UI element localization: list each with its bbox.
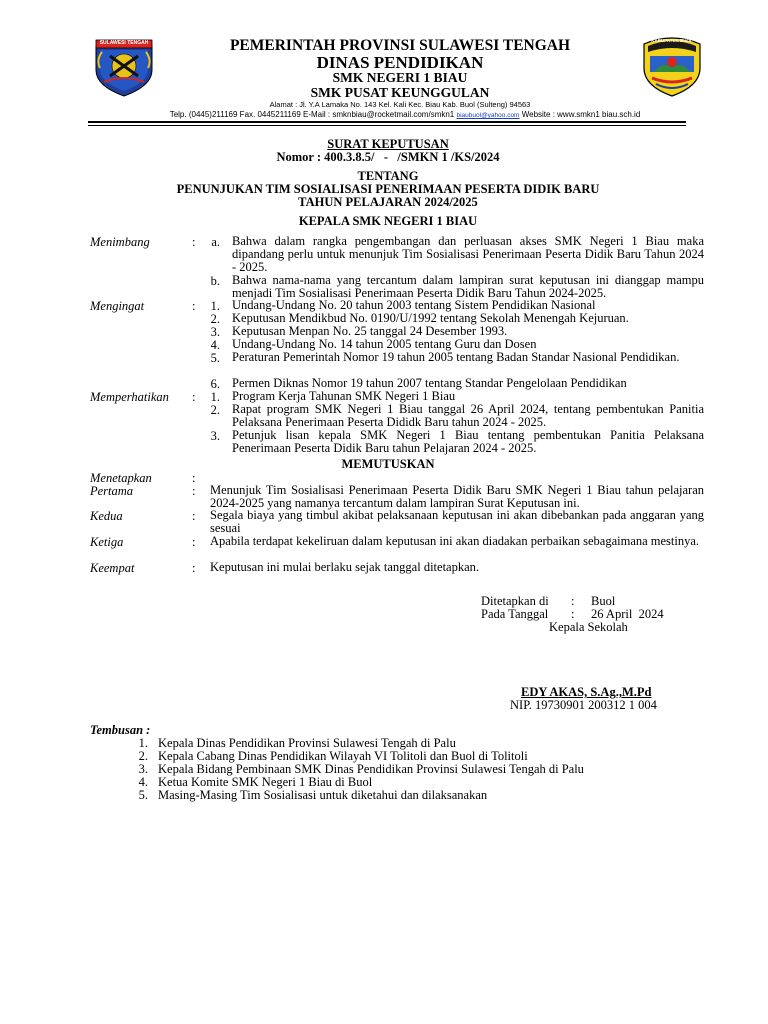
keempat-text: Keputusan ini mulai berlaku sejak tanggal ditetapkan. — [210, 560, 480, 574]
keempat-colon: : — [192, 561, 196, 575]
tembusan-item-1-text: Kepala Dinas Pendidikan Provinsi Sulawesi Tengah di Palu — [158, 736, 456, 750]
menimbang-item-b-marker: b. — [210, 274, 220, 288]
tembusan-item-2-text: Kepala Cabang Dinas Pendidikan Wilayah VI Tolitoli dan Buol di Tolitoli — [158, 749, 528, 763]
keempat-label: Keempat — [90, 561, 135, 575]
place-label: Ditetapkan di — [481, 594, 549, 608]
tembusan-item-3-marker: 3. — [138, 762, 148, 776]
school-contact — [90, 110, 720, 119]
menimbang-label: Menimbang — [90, 235, 150, 249]
tembusan-label: Tembusan : — [90, 723, 151, 737]
ketiga-text: Apabila terdapat kekeliruan dalam keputusan ini akan diadakan perbaikan sebagaimana mestinya. — [210, 534, 700, 548]
subject-line-1: PENUNJUKAN TIM SOSIALISASI PENERIMAAN PESERTA DIDIK BARU — [176, 182, 600, 196]
subject-line-2: TAHUN PELAJARAN 2024/2025 — [298, 195, 478, 209]
memperhatikan-item-3-text: Petunjuk lisan kepala SMK Negeri 1 Biau tentang pembentukan Panitia Pelaksana Penerimaan Peserta Didik Baru tahun Pelajaran 2024 - 2025. — [232, 428, 704, 455]
contact-email-link[interactable]: biaubuol@yahoo.com — [456, 112, 520, 119]
ketiga-colon: : — [192, 535, 196, 549]
tembusan-item-4-marker: 4. — [138, 775, 148, 789]
place-colon: : — [571, 594, 575, 608]
mengingat-item-3-text: Keputusan Menpan No. 25 tanggal 24 Desember 1993. — [232, 324, 508, 338]
department-name: DINAS PENDIDIKAN — [316, 53, 484, 72]
date-colon: : — [571, 607, 575, 621]
mengingat-item-5-marker: 5. — [210, 351, 220, 365]
tentang-heading: TENTANG — [357, 169, 419, 183]
issuing-authority: KEPALA SMK NEGERI 1 BIAU — [298, 214, 478, 228]
contact-website: Website : www.smkn1 biau.sch.id — [521, 110, 641, 119]
mengingat-item-1-marker: 1. — [210, 299, 220, 313]
school-name: SMK NEGERI 1 BIAU — [332, 70, 468, 85]
date-label: Pada Tanggal — [481, 607, 549, 621]
menimbang-item-b-text: Bahwa nama-nama yang tercantum dalam lampiran surat keputusan ini dianggap mampu menjadi Tim Sosialisasi Penerimaan Peserta Didik Baru Tahun 2024-2025. — [232, 273, 704, 300]
mengingat-item-5-text: Peraturan Pemerintah Nomor 19 tahun 2005 tentang Badan Standar Nasional Pendidikan. — [232, 350, 680, 364]
mengingat-item-4-marker: 4. — [210, 338, 220, 352]
menetapkan-label: Menetapkan — [90, 471, 152, 485]
government-name: PEMERINTAH PROVINSI SULAWESI TENGAH — [229, 37, 571, 54]
signer-name: EDY AKAS, S.Ag.,M.Pd — [521, 685, 652, 699]
memperhatikan-colon: : — [192, 390, 196, 404]
school-subtitle: SMK PUSAT KEUNGGULAN — [310, 85, 490, 100]
date-value: 26 April 2024 — [591, 607, 664, 621]
memperhatikan-item-2-text: Rapat program SMK Negeri 1 Biau tanggal 26 April 2024, tentang pembentukan Panitia Pelaksana Penerimaan Peserta Dididk Baru tahun 2024 - 2025. — [232, 402, 704, 429]
document-heading: SURAT KEPUTUSAN — [327, 137, 449, 151]
menimbang-colon: : — [192, 235, 196, 249]
left-logo-ribbon-text: SULAWESI TENGAH — [99, 40, 149, 46]
mengingat-item-2-marker: 2. — [210, 312, 220, 326]
mengingat-item-2-text: Keputusan Mendikbud No. 0190/U/1992 tentang Sekolah Menengah Kejuruan. — [232, 311, 629, 325]
document-number: Nomor : 400.3.8.5/ - /SMKN 1 /KS/2024 — [276, 150, 500, 164]
mengingat-colon: : — [192, 299, 196, 313]
letterhead-divider-thin — [88, 125, 686, 126]
tembusan-item-3-text: Kepala Bidang Pembinaan SMK Dinas Pendidikan Provinsi Sulawesi Tengah di Palu — [158, 762, 584, 776]
pertama-label: Pertama — [90, 484, 134, 498]
menimbang-item-a-marker: a. — [211, 235, 220, 249]
ketiga-label: Ketiga — [90, 535, 124, 549]
mengingat-item-6-text: Permen Diknas Nomor 19 tahun 2007 tentang Standar Pengelolaan Pendidikan — [232, 376, 627, 390]
menimbang-item-a-text: Bahwa dalam rangka pengembangan dan perluasan akses SMK Negeri 1 Biau maka dipandang perlu untuk menunjuk Tim Sosialisasi Penerimaan Peserta Didik Baru Tahun 2024 - 2025. — [232, 234, 704, 274]
mengingat-label: Mengingat — [90, 299, 145, 313]
place-value: Buol — [591, 594, 616, 608]
kedua-label: Kedua — [90, 509, 123, 523]
mengingat-item-1-text: Undang-Undang No. 20 tahun 2003 tentang Sistem Pendidikan Nasional — [232, 298, 596, 312]
memperhatikan-item-1-marker: 1. — [210, 390, 220, 404]
mengingat-item-6-marker: 6. — [210, 377, 220, 391]
mengingat-item-4-text: Undang-Undang No. 14 tahun 2005 tentang Guru dan Dosen — [232, 337, 537, 351]
tembusan-item-5-marker: 5. — [138, 788, 148, 802]
signer-nip: NIP. 19730901 200312 1 004 — [510, 698, 657, 712]
tembusan-item-4-text: Ketua Komite SMK Negeri 1 Biau di Buol — [158, 775, 373, 789]
tembusan-item-5-text: Masing-Masing Tim Sosialisasi untuk diketahui dan dilaksanakan — [158, 788, 488, 802]
pertama-colon: : — [192, 484, 196, 498]
mengingat-item-3-marker: 3. — [210, 325, 220, 339]
memperhatikan-item-2-marker: 2. — [210, 403, 220, 417]
memperhatikan-item-3-marker: 3. — [210, 429, 220, 443]
kedua-text: Segala biaya yang timbul akibat pelaksanaan keputusan ini akan dibebankan pada anggaran yang sesuai — [210, 508, 704, 535]
signer-role: Kepala Sekolah — [549, 620, 628, 634]
school-address: Alamat : Jl. Y.A Lamaka No. 143 Kel. Kali Kec. Biau Kab. Buol (Sulteng) 94563 — [269, 100, 531, 109]
tembusan-item-2-marker: 2. — [138, 749, 148, 763]
contact-phone-email: Telp. (0445)211169 Fax. 0445211169 E-Mail : smknbiau@rocketmail.com/smkn1 — [169, 110, 455, 119]
letterhead-divider-thick — [88, 121, 686, 123]
memperhatikan-item-1-text: Program Kerja Tahunan SMK Negeri 1 Biau — [232, 389, 456, 403]
menetapkan-colon: : — [192, 471, 196, 485]
kedua-colon: : — [192, 509, 196, 523]
tembusan-item-1-marker: 1. — [138, 736, 148, 750]
memperhatikan-label: Memperhatikan — [90, 390, 169, 404]
pertama-text: Menunjuk Tim Sosialisasi Penerimaan Peserta Didik Baru SMK Negeri 1 Biau tahun pelajaran 2024-2025 yang namanya tercantum dalam lampiran Surat Keputusan ini. — [210, 483, 704, 510]
memutuskan-heading: MEMUTUSKAN — [341, 457, 435, 471]
right-logo-ribbon-text: KABUPATEN BUOL — [651, 38, 693, 43]
